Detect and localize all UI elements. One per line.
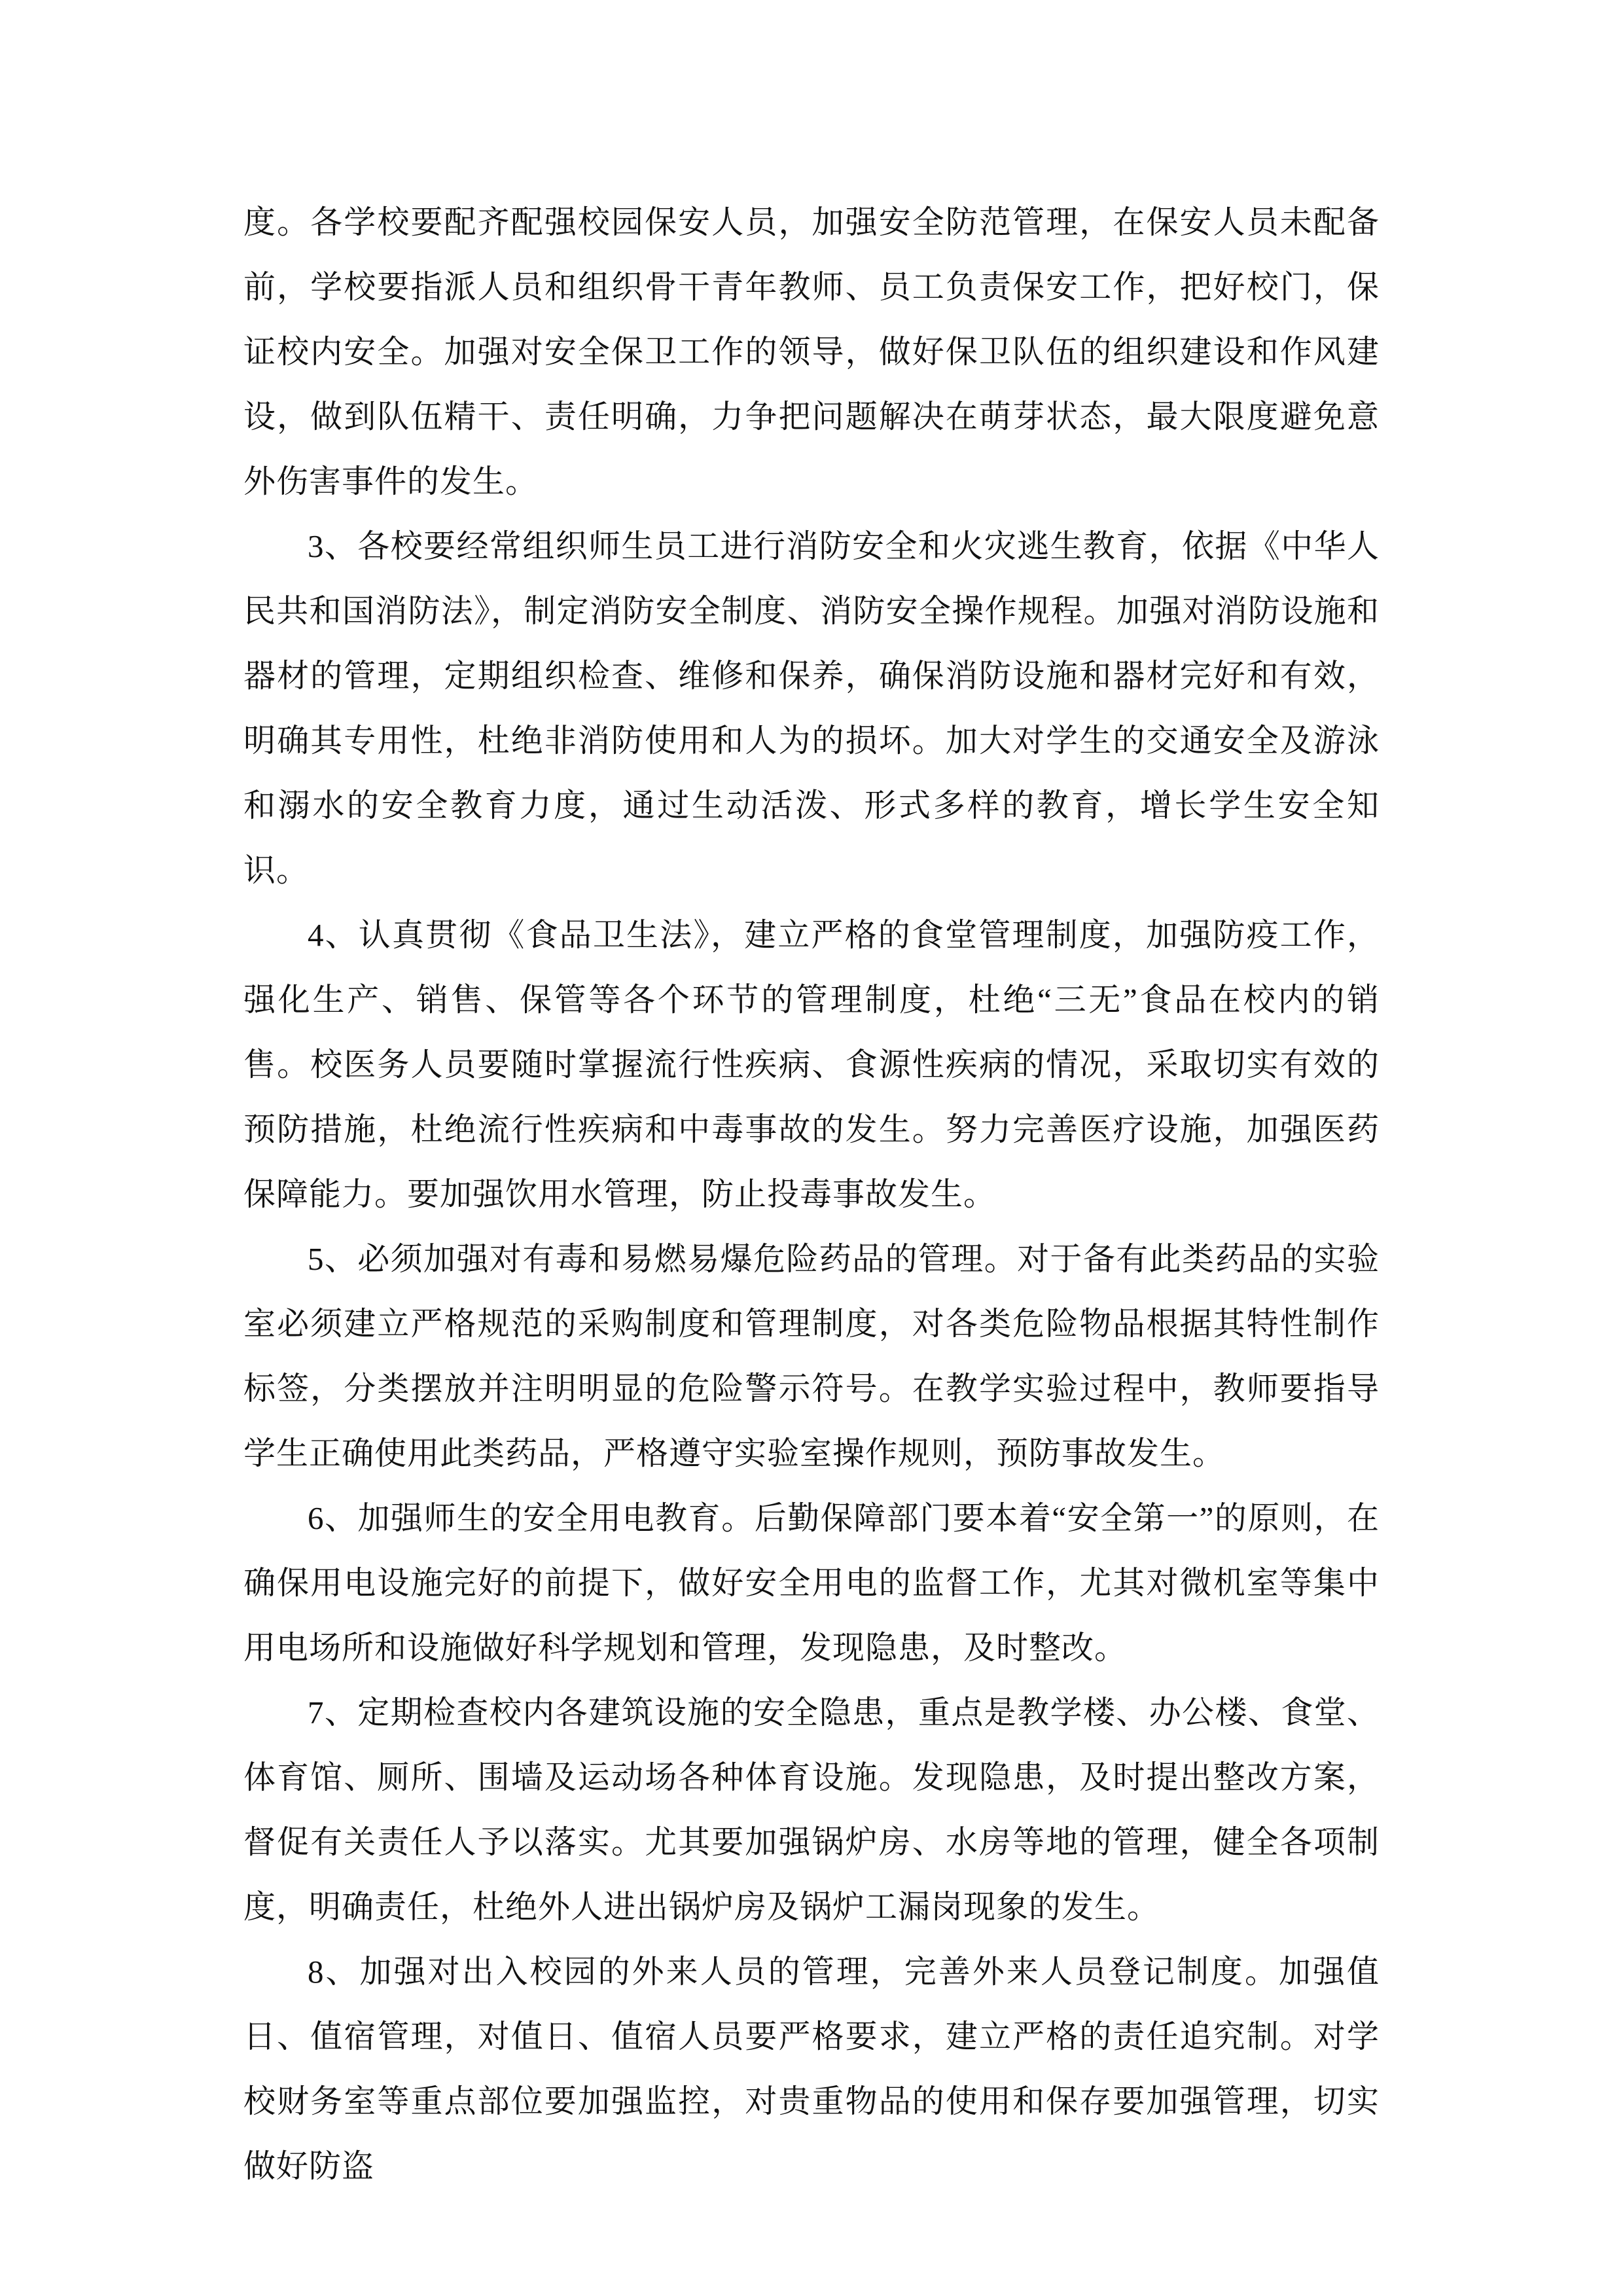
- paragraph: 5、必须加强对有毒和易燃易爆危险药品的管理。对于备有此类药品的实验室必须建立严格规范的采购制度和管理制度，对各类危险物品根据其特性制作标签，分类摆放并注明明显的危险警示符号。在教学实验过程中，教师要指导学生正确使用此类药品，严格遵守实验室操作规则，预防事故发生。: [243, 1241, 1380, 1471]
- paragraph: 7、定期检查校内各建筑设施的安全隐患，重点是教学楼、办公楼、食堂、体育馆、厕所、围墙及运动场各种体育设施。发现隐患，及时提出整改方案，督促有关责任人予以落实。尤其要加强锅炉房、水房等地的管理，健全各项制度，明确责任，杜绝外人进出锅炉房及锅炉工漏岗现象的发生。: [243, 1695, 1380, 1925]
- document-body: [243, 190, 1380, 2198]
- paragraph: 6、加强师生的安全用电教育。后勤保障部门要本着“安全第一”的原则，在确保用电设施完好的前提下，做好安全用电的监督工作，尤其对微机室等集中用电场所和设施做好科学规划和管理，发现隐患，及时整改。: [243, 1500, 1380, 1666]
- paragraph: 3、各校要经常组织师生员工进行消防安全和火灾逃生教育，依据《中华人民共和国消防法》，制定消防安全制度、消防安全操作规程。加强对消防设施和器材的管理，定期组织检查、维修和保养，确保消防设施和器材完好和有效，明确其专用性，杜绝非消防使用和人为的损坏。加大对学生的交通安全及游泳和溺水的安全教育力度，通过生动活泼、形式多样的教育，增长学生安全知识。: [243, 528, 1380, 888]
- paragraph: 4、认真贯彻《食品卫生法》，建立严格的食堂管理制度，加强防疫工作，强化生产、销售、保管等各个环节的管理制度，杜绝“三无”食品在校内的销售。校医务人员要随时掌握流行性疾病、食源性疾病的情况，采取切实有效的预防措施，杜绝流行性疾病和中毒事故的发生。努力完善医疗设施，加强医药保障能力。要加强饮用水管理，防止投毒事故发生。: [243, 917, 1380, 1212]
- paragraph: 度。各学校要配齐配强校园保安人员，加强安全防范管理，在保安人员未配备前，学校要指派人员和组织骨干青年教师、员工负责保安工作，把好校门，保证校内安全。加强对安全保卫工作的领导，做好保卫队伍的组织建设和作风建设，做到队伍精干、责任明确，力争把问题解决在萌芽状态，最大限度避免意外伤害事件的发生。: [243, 204, 1380, 499]
- paragraph: 8、加强对出入校园的外来人员的管理，完善外来人员登记制度。加强值日、值宿管理，对值日、值宿人员要严格要求，建立严格的责任追究制。对学校财务室等重点部位要加强监控，对贵重物品的使用和保存要加强管理，切实做好防盗: [243, 1954, 1380, 2184]
